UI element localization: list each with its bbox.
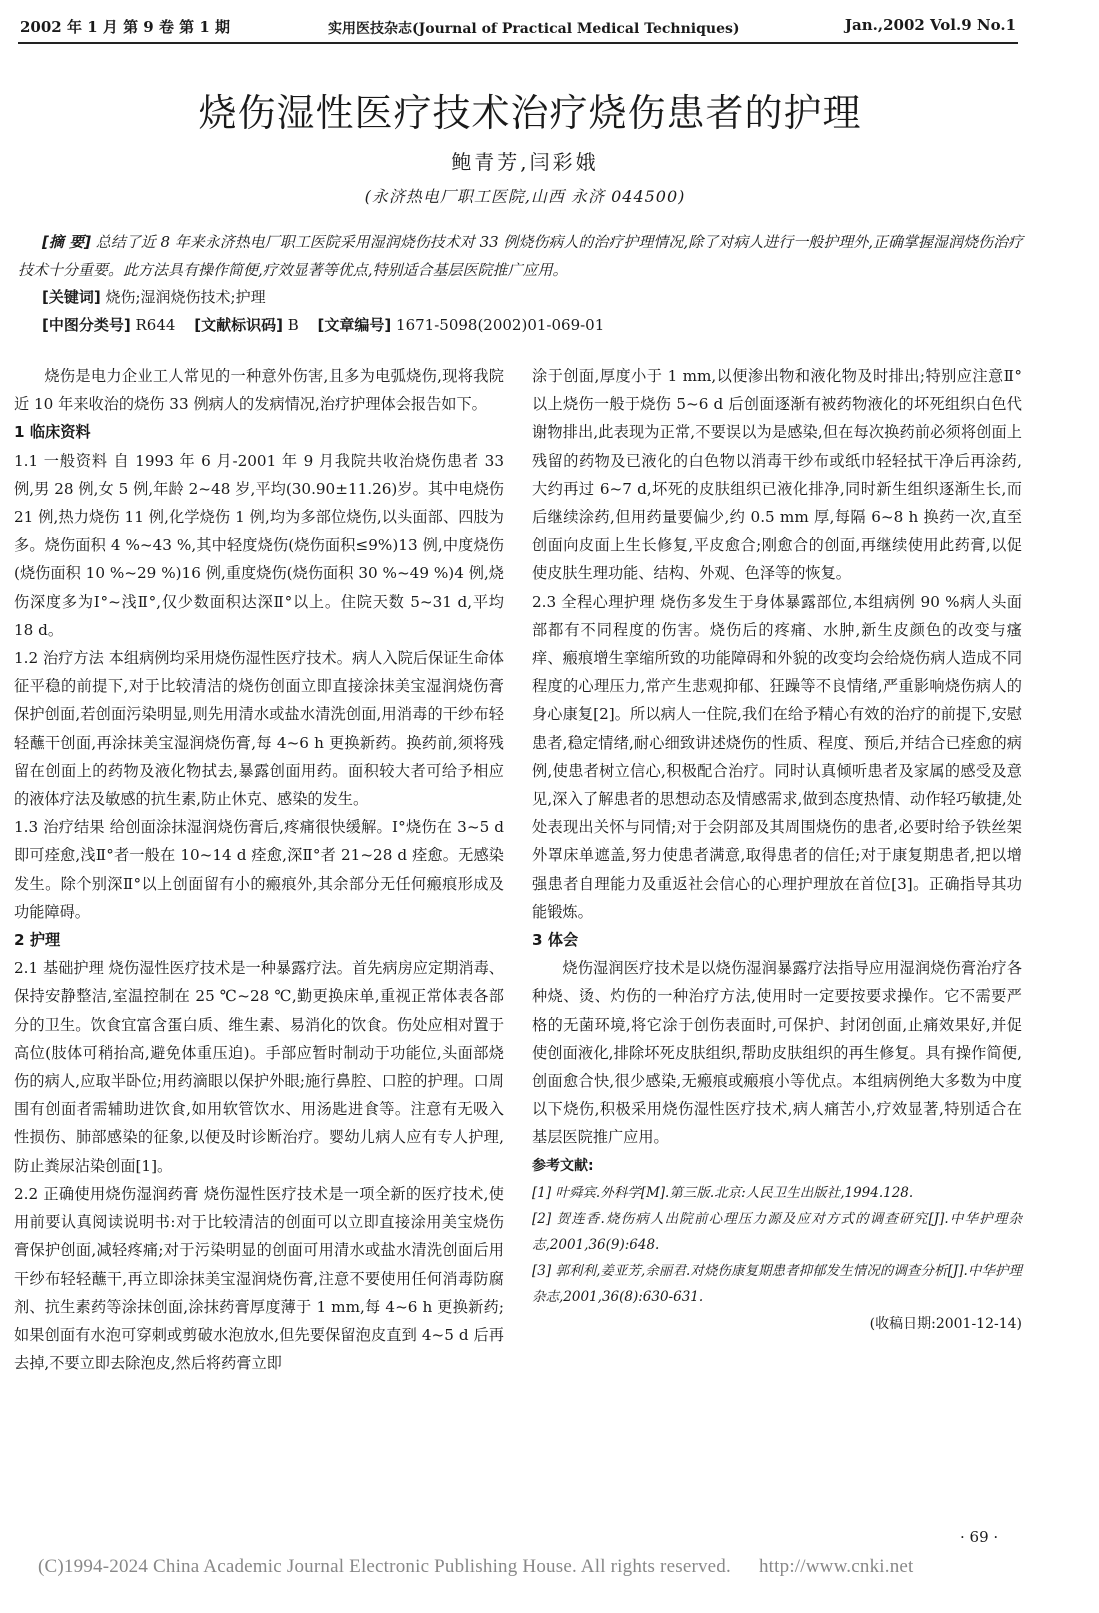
article-title: 烧伤湿性医疗技术治疗烧伤患者的护理 xyxy=(198,91,862,135)
left-column xyxy=(14,362,504,1377)
article-no-label: [文章编号] xyxy=(317,316,392,334)
abstract xyxy=(18,228,1023,284)
copyright-footer xyxy=(38,1556,914,1578)
cls-label: [中图分类号] xyxy=(42,316,131,334)
copyright-text: (C)1994-2024 China Academic Journal Electronic Publishing House. All rights reserved. xyxy=(38,1556,731,1577)
reference-item: [2] 贺连香.烧伤病人出院前心理压力源及应对方式的调查研究[J].中华护理杂志,2001,36(9):648. xyxy=(532,1210,1022,1253)
keywords-label: [关键词] xyxy=(42,288,101,306)
section-2-2-continued: 涂于创面,厚度小于 1 mm,以便渗出物和液化物及时排出;特别应注意Ⅱ°以上烧伤一般于烧伤 5~6 d 后创面逐渐有被药物液化的坏死组织白色代谢物排出,此表现为正常,不要误以为是感染,但在每次换药前必须将创面上残留的药物及已液化的白色物以消毒干纱布或纸巾轻轻拭干净后再涂药,大约再过 6~7 d,坏死的皮肤组织已液化排净,同时新生组织逐渐生长,而后继续涂药,但用药量要偏少,约 0.5 mm 厚,每隔 6~8 h 换药一次,直至创面向皮面上生长修复,平皮愈合;刚愈合的创面,再继续使用此药膏,以促使皮肤生理功能、结构、外观、色泽等的恢复。 xyxy=(532,367,1022,583)
doc-code-value: B xyxy=(287,316,299,334)
section-1-3: 1.3 治疗结果 给创面涂抹湿润烧伤膏后,疼痛很快缓解。Ⅰ°烧伤在 3~5 d 即可痊愈,浅Ⅱ°者一般在 10~14 d 痊愈,深Ⅱ°者 21~28 d 痊愈。无感染发生。除个别深Ⅱ°以上创面留有小的瘢痕外,其余部分无任何瘢痕形成及功能障碍。 xyxy=(14,818,504,921)
doc-code-label: [文献标识码] xyxy=(194,316,283,334)
intro-paragraph: 烧伤是电力企业工人常见的一种意外伤害,且多为电弧烧伤,现将我院近 10 年来收治的烧伤 33 例病人的发病情况,治疗护理体会报告如下。 xyxy=(14,367,504,414)
section-2-2: 2.2 正确使用烧伤湿润药膏 烧伤湿性医疗技术是一项全新的医疗技术,使用前要认真阅读说明书:对于比较清洁的创面可以立即直接涂用美宝烧伤膏保护创面,减轻疼痛;对于污染明显的创面可用清水或盐水清洗创面后用干纱布轻轻蘸干,再立即涂抹美宝湿润烧伤膏,注意不要使用任何消毒防腐剂、抗生素药等涂抹创面,涂抹药膏厚度薄于 1 mm,每 4~6 h 更换新药;如果创面有水泡可穿刺或剪破水泡放水,但先要保留泡皮直到 4~5 d 后再去掉,不要立即去除泡皮,然后将药膏立即 xyxy=(14,1184,504,1373)
section-2-3: 2.3 全程心理护理 烧伤多发生于身体暴露部位,本组病例 90 %病人头面部都有不同程度的伤害。烧伤后的疼痛、水肿,新生皮颜色的改变与瘙痒、瘢痕增生挛缩所致的功能障碍和外貌的改变均会给烧伤病人造成不同程度的心理压力,常产生悲观抑郁、狂躁等不良情绪,严重影响烧伤病人的身心康复[2]。所以病人一住院,我们在给予精心有效的治疗的前提下,安慰患者,稳定情绪,耐心细致讲述烧伤的性质、程度、预后,并结合已痊愈的病例,使患者树立信心,积极配合治疗。同时认真倾听患者及家属的感受及意见,深入了解患者的思想动态及情感需求,做到态度热情、动作轻巧敏捷,处处表现出关怀与同情;对于会阴部及其周围烧伤的患者,必要时给予铁丝架外罩床单遮盖,努力使患者满意,取得患者的信任;对于康复期患者,把以增强患者自理能力及重返社会信心的心理护理放在首位[3]。正确指导其功能锻炼。 xyxy=(532,592,1022,921)
running-header xyxy=(18,12,1018,44)
section-heading-1: 1 临床资料 xyxy=(14,423,91,442)
classification-line xyxy=(42,311,1047,339)
section-2-1: 2.1 基础护理 烧伤湿性医疗技术是一种暴露疗法。首先病房应定期消毒、保持安静整洁,室温控制在 25 ℃~28 ℃,勤更换床单,重视正常体表各部分的卫生。饮食宜富含蛋白质、维生素、易消化的饮食。伤处应相对置于高位(肢体可稍抬高,避免体重压迫)。手部应暂时制动于功能位,头面部烧伤的病人,应取半卧位;用药滴眼以保护外眼;施行鼻腔、口腔的护理。口周围有创面者需辅助进饮食,如用软管饮水、用汤匙进食等。注意有无吸入性损伤、肺部感染的征象,以便及时诊断治疗。婴幼儿病人应有专人护理,防止粪尿沾染创面[1]。 xyxy=(14,959,504,1175)
abstract-label: [摘 要] xyxy=(42,233,91,251)
keywords-text: 烧伤;湿润烧伤技术;护理 xyxy=(105,288,266,306)
cnki-url: http://www.cnki.net xyxy=(758,1556,914,1577)
section-heading-2: 2 护理 xyxy=(14,931,61,950)
header-journal: 实用医技杂志(Journal of Practical Medical Techniques) xyxy=(328,21,740,37)
cls-value: R644 xyxy=(135,316,176,334)
section-heading-3: 3 体会 xyxy=(532,931,579,950)
header-date-volume: Jan.,2002 Vol.9 No.1 xyxy=(844,16,1016,34)
section-3-text: 烧伤湿润医疗技术是以烧伤湿润暴露疗法指导应用湿润烧伤膏治疗各种烧、烫、灼伤的一种治疗方法,使用时一定要按要求操作。它不需要严格的无菌环境,将它涂于创伤表面时,可保护、封闭创面,止痛效果好,并促使创面液化,排除坏死皮肤组织,帮助皮肤组织的再生修复。具有操作简便,创面愈合快,很少感染,无瘢痕或瘢痕小等优点。本组病例绝大多数为中度以下烧伤,积极采用烧伤湿性医疗技术,病人痛苦小,疗效显著,特别适合在基层医院推广应用。 xyxy=(532,959,1022,1147)
header-issue: 2002 年 1 月 第 9 卷 第 1 期 xyxy=(20,18,231,36)
section-1-2: 1.2 治疗方法 本组病例均采用烧伤湿性医疗技术。病人入院后保证生命体征平稳的前提下,对于比较清洁的烧伤创面立即直接涂抹美宝湿润烧伤膏保护创面,若创面污染明显,则先用清水或盐水清洗创面,用消毒的干纱布轻轻蘸干创面,再涂抹美宝湿润烧伤膏,每 4~6 h 更换新药。换药前,须将残留在创面上的药物及液化物拭去,暴露创面用药。面积较大者可给予相应的液体疗法及敏感的抗生素,防止休克、感染的发生。 xyxy=(14,649,504,809)
page-number: · 69 · xyxy=(960,1528,999,1546)
article-no-value: 1671-5098(2002)01-069-01 xyxy=(396,316,605,334)
reference-item: [3] 郭利利,姜亚芳,余丽君.对烧伤康复期患者抑郁发生情况的调查分析[J].中华护理杂志,2001,36(8):630-631. xyxy=(532,1262,1022,1305)
reference-item: [1] 叶舜宾.外科学[M].第三版.北京:人民卫生出版社,1994.128. xyxy=(532,1184,914,1201)
received-date: (收稿日期:2001-12-14) xyxy=(869,1315,1022,1332)
section-1-1: 1.1 一般资料 自 1993 年 6 月-2001 年 9 月我院共收治烧伤患者 33 例,男 28 例,女 5 例,年龄 2~48 岁,平均(30.90±11.26)岁。其中电烧伤 21 例,热力烧伤 11 例,化学烧伤 1 例,均为多部位烧伤,以头面部、四肢为多。烧伤面积 4 %~43 %,其中轻度烧伤(烧伤面积≤9%)13 例,中度烧伤(烧伤面积 10 %~29 %)16 例,重度烧伤(烧伤面积 30 %~49 %)4 例,烧伤深度多为Ⅰ°~浅Ⅱ°,仅少数面积达深Ⅱ°以上。住院天数 5~31 d,平均 18 d。 xyxy=(14,451,504,639)
keywords xyxy=(42,283,1047,311)
affiliation: (永济热电厂职工医院,山西 永济 044500) xyxy=(364,187,686,206)
abstract-text: 总结了近 8 年来永济热电厂职工医院采用湿润烧伤技术对 33 例烧伤病人的治疗护理情况,除了对病人进行一般护理外,正确掌握湿润烧伤治疗技术十分重要。此方法具有操作简便,疗效显著等优点,特别适合基层医院推广应用。 xyxy=(18,233,1023,279)
right-column xyxy=(532,362,1022,1338)
references-heading: 参考文献: xyxy=(532,1157,594,1174)
authors: 鲍青芳,闫彩娥 xyxy=(451,150,599,174)
